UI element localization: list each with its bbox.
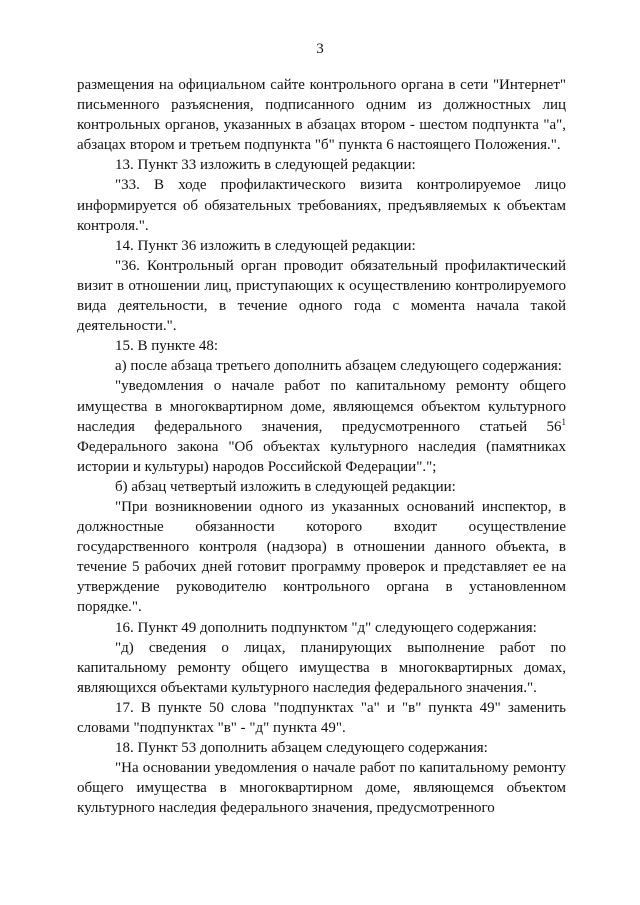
paragraph-subitem-d-text: "д) сведения о лицах, планирующих выполнение работ по капитальному ремонту общего имущества в многоквартирных домах, являющихся объектами культурного наследия федерального значения.". bbox=[77, 639, 566, 696]
paragraph-item-17: 17. В пункте 50 слова "подпунктах "а" и "в" пункта 49" заменить словами "подпунктах "в" - "д" пункта 49". bbox=[77, 699, 566, 736]
paragraph-item-18: 18. Пункт 53 дополнить абзацем следующего содержания: bbox=[115, 740, 488, 757]
paragraph-item-15: 15. В пункте 48: bbox=[115, 338, 219, 355]
article-superscript: 1 bbox=[561, 416, 566, 427]
paragraph-item-14: 14. Пункт 36 изложить в следующей редакции: bbox=[115, 237, 416, 254]
paragraph-item-53-text: "На основании уведомления о начале работ по капитальному ремонту общего имущества в многоквартирном доме, являющемся объектом культурного наследия федерального значения, предусмотренного bbox=[77, 760, 566, 817]
paragraph-item-16: 16. Пункт 49 дополнить подпунктом "д" следующего содержания: bbox=[115, 619, 537, 636]
paragraph-inspector-text: "При возникновении одного из указанных оснований инспектор, в должностные обязанности которого входит осуществление государственного контроля (надзора) в отношении данного объекта, в течение 5 рабочих дней готовит программу проверок и представляет ее на утверждение руководителю контрольного органа в установленном порядке.". bbox=[77, 498, 566, 616]
paragraph-notification-text-main: "уведомления о начале работ по капитальному ремонту общего имущества в многоквартирном доме, являющемся объектом культурного наследия федерального значения, предусмотренного статьей 56 bbox=[77, 378, 566, 435]
paragraph-subitem-b: б) абзац четвертый изложить в следующей редакции: bbox=[115, 478, 456, 495]
paragraph-item-33-text: "33. В ходе профилактического визита контролируемое лицо информируется об обязательных требованиях, предъявляемых к объектам контроля.". bbox=[77, 177, 566, 234]
paragraph-notification-text bbox=[77, 376, 566, 476]
paragraph-item-13: 13. Пункт 33 изложить в следующей редакции: bbox=[115, 157, 416, 174]
paragraph-item-36-text: "36. Контрольный орган проводит обязательный профилактический визит в отношении лиц, приступающих к осуществлению контролируемого вида деятельности, в течение одного года с момента начала такой деятельности.". bbox=[77, 257, 566, 335]
paragraph-continuation: размещения на официальном сайте контрольного органа в сети "Интернет" письменного разъяснения, подписанного одним из должностных лиц контрольных органов, указанных в абзацах втором - шестом подпункта "а", абзацах втором и третьем подпункта "б" пункта 6 настоящего Положения.". bbox=[77, 77, 566, 154]
paragraph-subitem-a: а) после абзаца третьего дополнить абзацем следующего содержания: bbox=[115, 358, 562, 375]
paragraph-notification-text-end: Федерального закона "Об объектах культурного наследия (памятниках истории и культуры) народов Российской Федерации"."; bbox=[77, 438, 566, 475]
document-body bbox=[77, 75, 566, 818]
page-number: 3 bbox=[316, 41, 324, 57]
